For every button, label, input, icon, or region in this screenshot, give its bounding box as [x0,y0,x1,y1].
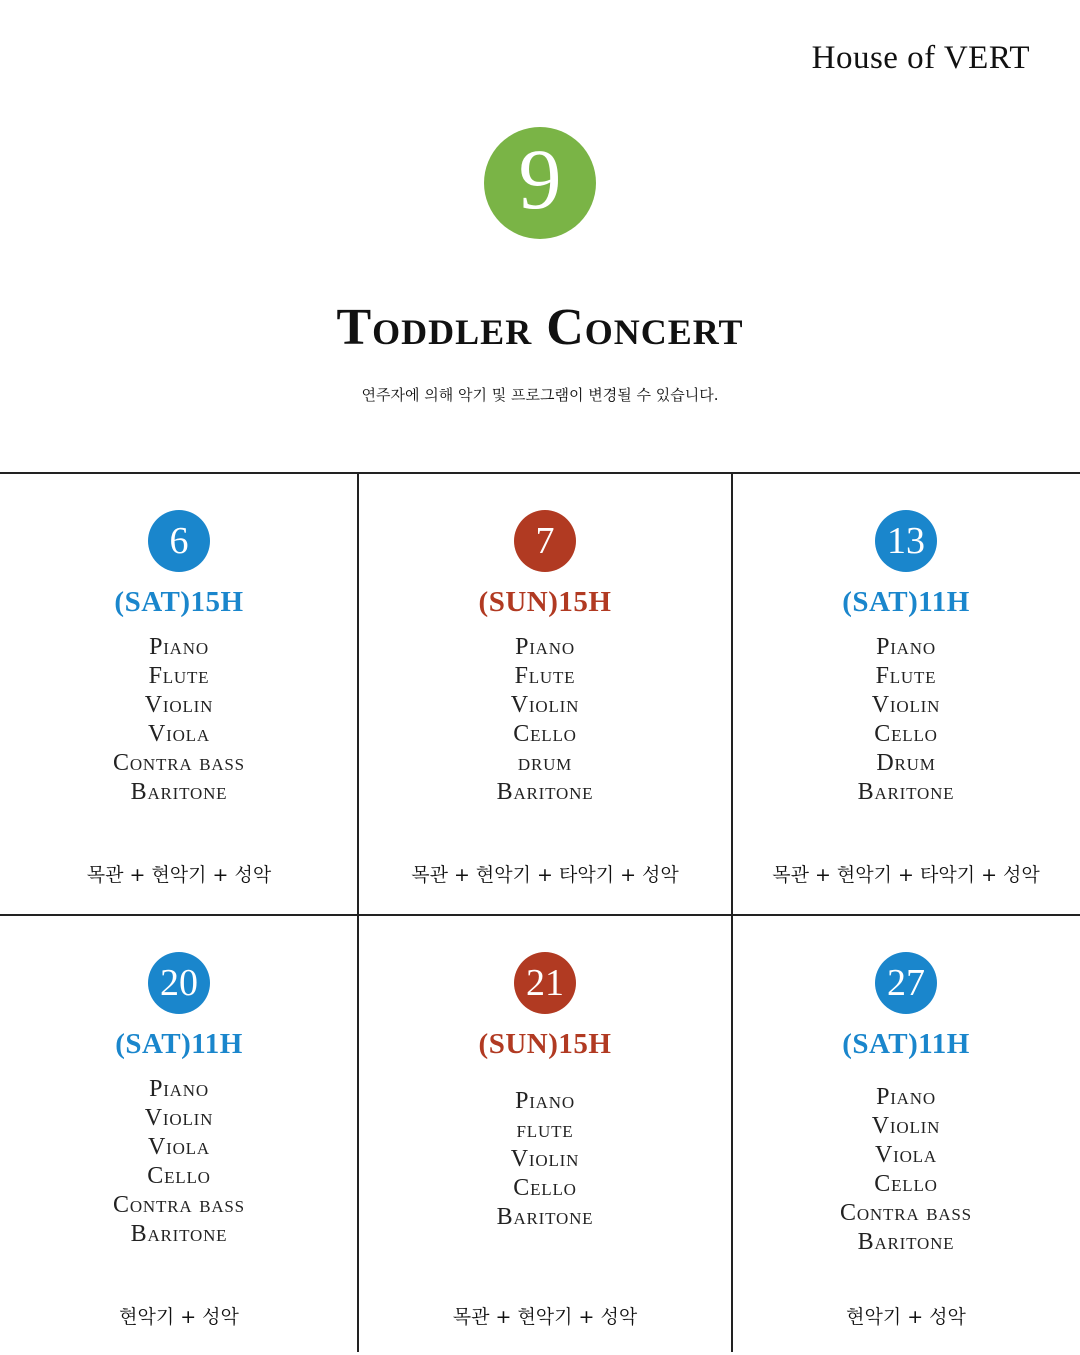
instrument: Cello [513,1175,577,1201]
instrument: Flute [514,663,576,689]
concert-schedule-grid [0,472,1080,1352]
time-slot: (SAT)11H [842,586,970,618]
instrument-category: 목관 + 현악기 + 성악 [452,1306,638,1328]
instrument: Viola [148,1134,210,1160]
time-slot: (SAT)11H [842,1028,970,1060]
instrument: Violin [871,692,941,718]
day-badge: 7 [514,510,576,572]
concert-card [0,474,358,913]
time-slot: (SAT)11H [115,1028,243,1060]
instrument-category: 현악기 + 성악 [846,1306,966,1328]
instrument: Viola [148,721,210,747]
instrument-category: 목관 + 현악기 + 성악 [86,864,272,886]
day-badge: 20 [148,952,210,1014]
instrument: Piano [876,1084,936,1110]
instrument: Baritone [130,1221,228,1247]
instrument: Baritone [857,1229,955,1255]
instrument: Drum [876,750,936,776]
instrument: Cello [147,1163,211,1189]
day-badge: 21 [514,952,576,1014]
instrument-list [497,633,594,807]
instrument: Piano [876,634,936,660]
instrument: Piano [149,634,209,660]
concert-card [732,916,1080,1355]
instrument: Contra bass [113,1192,245,1218]
instrument: Violin [510,1146,580,1172]
time-slot: (SUN)15H [478,1028,612,1060]
instrument: Cello [513,721,577,747]
concert-card [358,916,732,1355]
instrument: Contra bass [113,750,245,776]
instrument: Cello [874,1171,938,1197]
instrument: Violin [871,1113,941,1139]
instrument-list [113,633,245,807]
instrument-category: 목관 + 현악기 + 타악기 + 성악 [772,864,1040,886]
concert-card [358,474,732,913]
instrument-category: 현악기 + 성악 [119,1306,239,1328]
concert-card [0,916,358,1355]
month-badge: 9 [484,127,596,239]
instrument: Baritone [857,779,955,805]
instrument: drum [517,750,573,776]
instrument: Violin [144,1105,214,1131]
page-title: Toddler Concert [336,299,744,356]
instrument-category: 목관 + 현악기 + 타악기 + 성악 [411,864,679,886]
instrument-list [497,1087,594,1232]
instrument-list [113,1075,245,1249]
instrument: Violin [144,692,214,718]
day-badge: 13 [875,510,937,572]
day-badge: 6 [148,510,210,572]
brand-name: House of VERT [811,40,1030,76]
instrument: Cello [874,721,938,747]
instrument: Piano [149,1076,209,1102]
instrument: Piano [515,634,575,660]
instrument: Flute [875,663,937,689]
instrument: Viola [875,1142,937,1168]
instrument: Baritone [130,779,228,805]
concert-card [732,474,1080,913]
instrument: Baritone [496,779,594,805]
instrument: Contra bass [840,1200,972,1226]
time-slot: (SAT)15H [114,586,244,618]
instrument: flute [516,1117,574,1143]
instrument-list [858,633,955,807]
instrument: Violin [510,692,580,718]
instrument: Flute [148,663,210,689]
day-badge: 27 [875,952,937,1014]
change-notice: 연주자에 의해 악기 및 프로그램이 변경될 수 있습니다. [361,386,719,404]
instrument: Baritone [496,1204,594,1230]
instrument-list [840,1083,972,1257]
instrument: Piano [515,1088,575,1114]
time-slot: (SUN)15H [478,586,612,618]
